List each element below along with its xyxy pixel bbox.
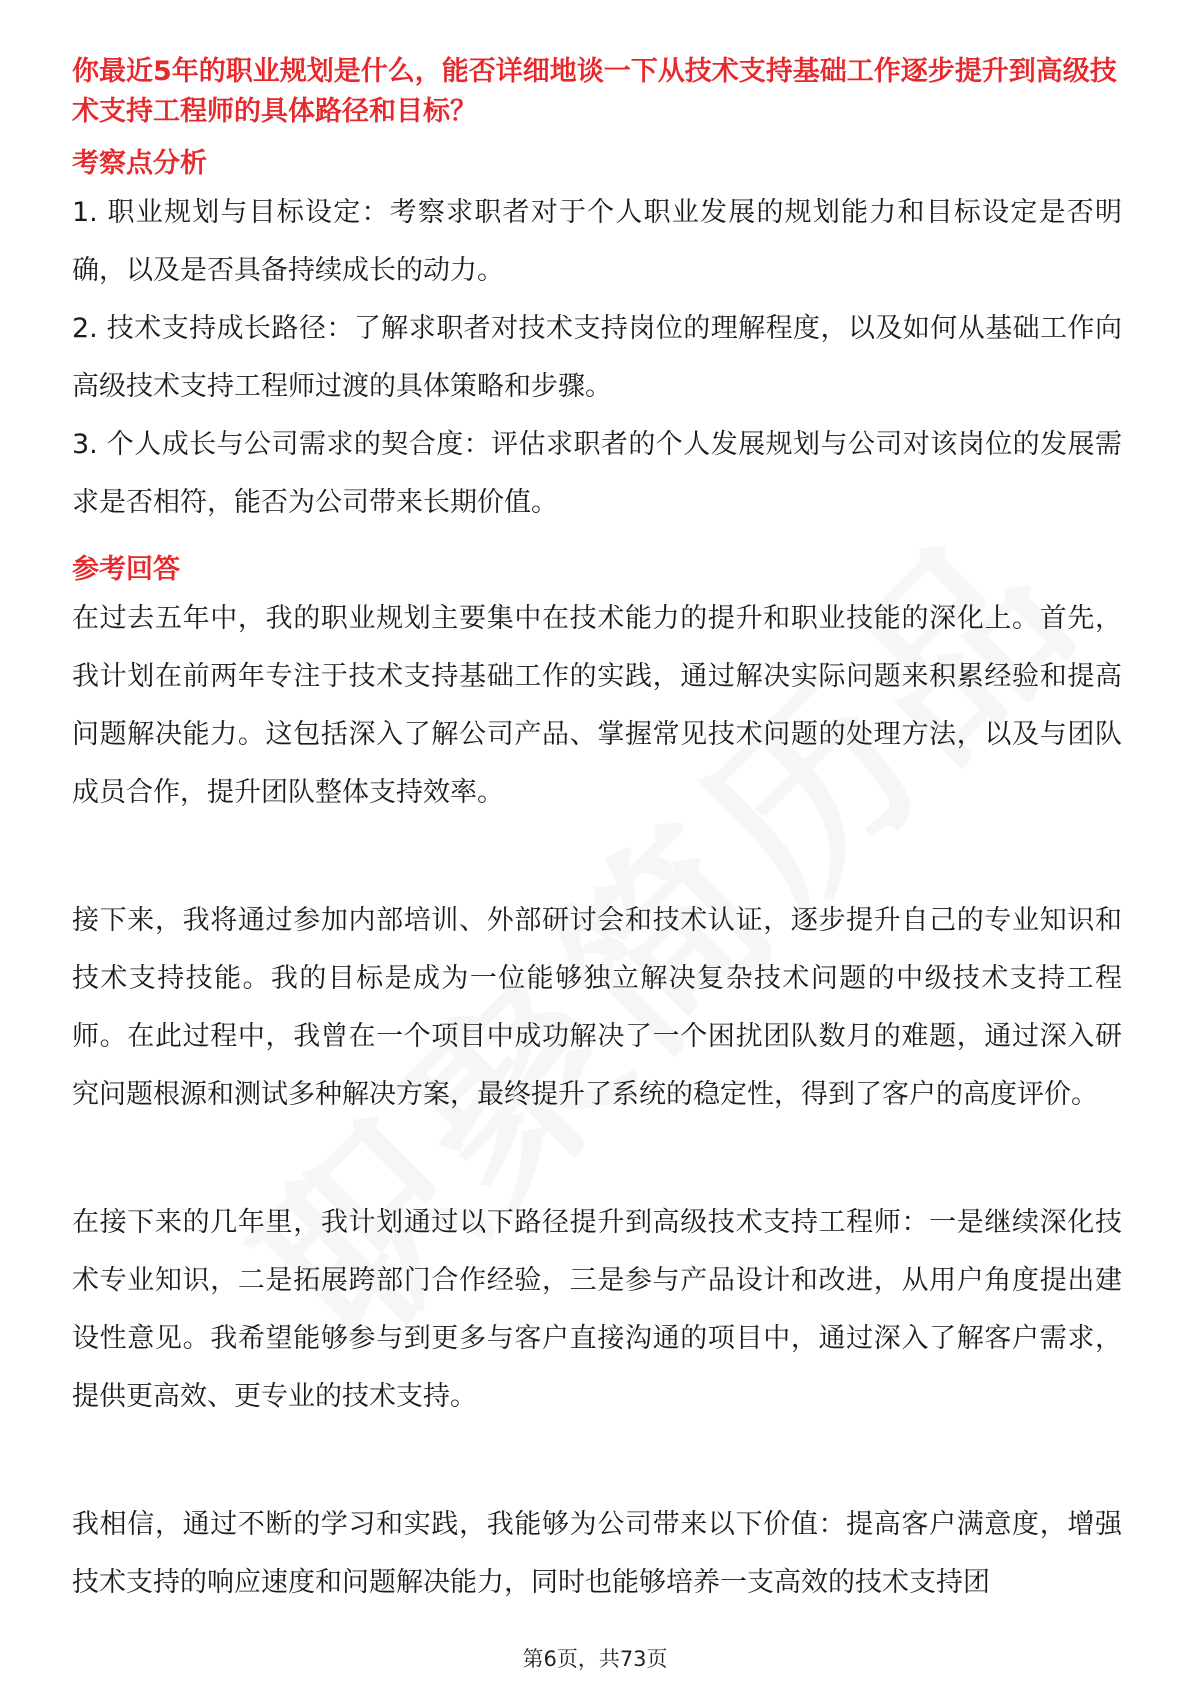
analysis-title: 考察点分析 bbox=[72, 148, 207, 179]
answer-paragraph-3: 在接下来的几年里，我计划通过以下路径提升到高级技术支持工程师：一是继续深化技术专业知识，二是拓展跨部门合作经验，三是参与产品设计和改进，从用户角度提出建设性意见。我希望能够参与到更多与客户直接沟通的项目中，通过深入了解客户需求，提供更高效、更专业的技术支持。 bbox=[72, 1207, 1122, 1412]
analysis-point-3: 3. 个人成长与公司需求的契合度：评估求职者的个人发展规划与公司对该岗位的发展需求是否相符，能否为公司带来长期价值。 bbox=[72, 429, 1122, 518]
document-content bbox=[72, 52, 1122, 1612]
answer-paragraph-1: 在过去五年中，我的职业规划主要集中在技术能力的提升和职业技能的深化上。首先，我计划在前两年专注于技术支持基础工作的实践，通过解决实际问题来积累经验和提高问题解决能力。这包括深入了解公司产品、掌握常见技术问题的处理方法，以及与团队成员合作，提升团队整体支持效率。 bbox=[72, 603, 1122, 808]
analysis-point-2: 2. 技术支持成长路径：了解求职者对技术支持岗位的理解程度，以及如何从基础工作向高级技术支持工程师过渡的具体策略和步骤。 bbox=[72, 313, 1122, 402]
page-footer: 第6页，共73页 bbox=[522, 1647, 668, 1671]
question-heading: 你最近5年的职业规划是什么，能否详细地谈一下从技术支持基础工作逐步提升到高级技术支持工程师的具体路径和目标？ bbox=[72, 56, 1117, 127]
answer-title: 参考回答 bbox=[72, 554, 180, 585]
analysis-point-1: 1. 职业规划与目标设定：考察求职者对于个人职业发展的规划能力和目标设定是否明确，以及是否具备持续成长的动力。 bbox=[72, 197, 1122, 286]
answer-paragraph-4: 我相信，通过不断的学习和实践，我能够为公司带来以下价值：提高客户满意度，增强技术支持的响应速度和问题解决能力，同时也能够培养一支高效的技术支持团 bbox=[72, 1509, 1122, 1598]
answer-paragraph-2: 接下来，我将通过参加内部培训、外部研讨会和技术认证，逐步提升自己的专业知识和技术支持技能。我的目标是成为一位能够独立解决复杂技术问题的中级技术支持工程师。在此过程中，我曾在一个项目中成功解决了一个困扰团队数月的难题，通过深入研究问题根源和测试多种解决方案，最终提升了系统的稳定性，得到了客户的高度评价。 bbox=[72, 905, 1122, 1110]
